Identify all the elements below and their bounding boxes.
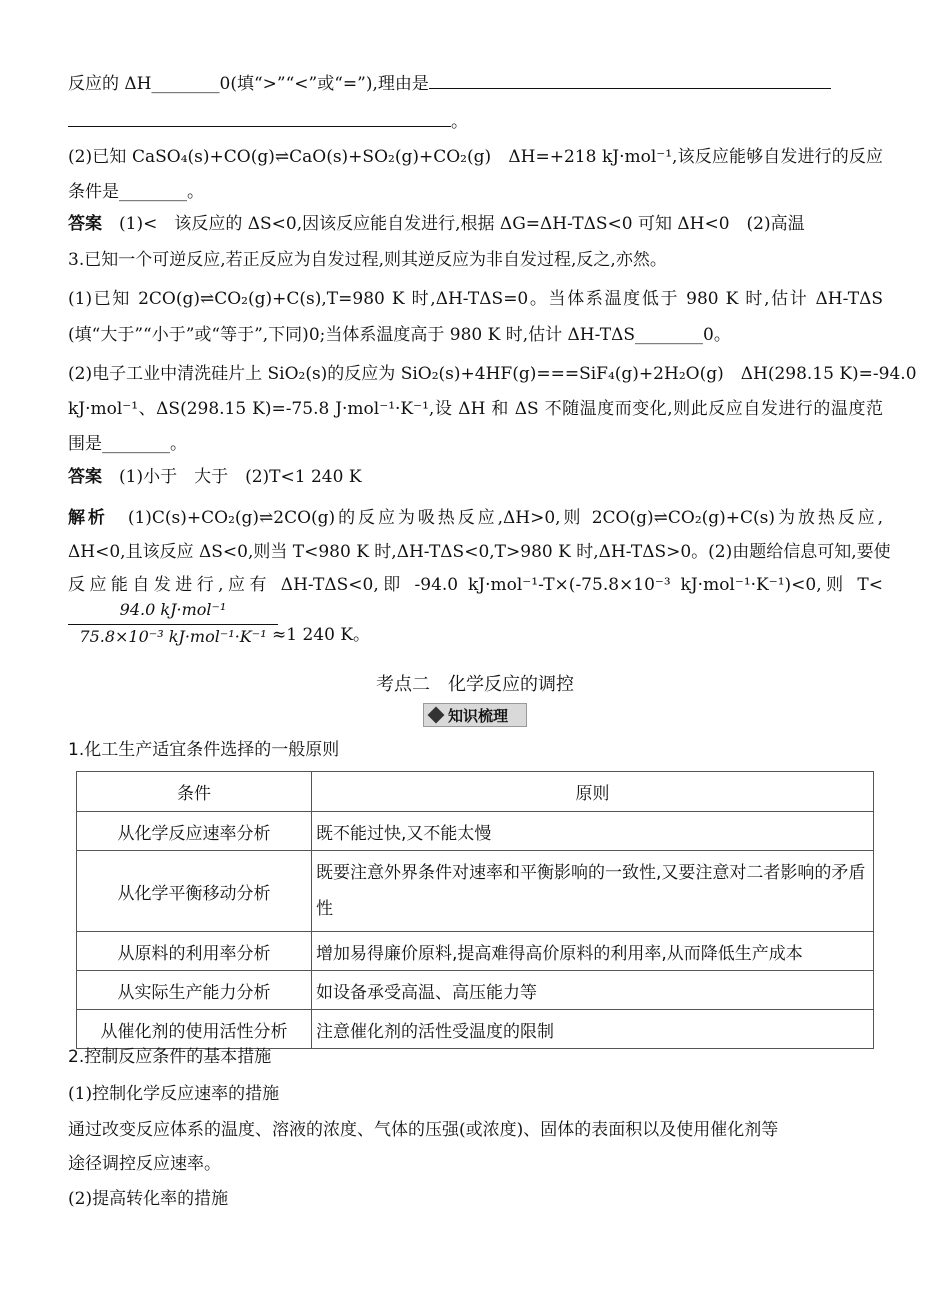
table-cell: 既要注意外界条件对速率和平衡影响的一致性,又要注意对二者影响的矛盾性 — [312, 851, 874, 932]
question-3-2c: 围是________。 — [68, 434, 187, 454]
table-header: 条件 — [77, 772, 312, 812]
paragraph-3: (2)提高转化率的措施 — [68, 1189, 229, 1209]
badge-label: 知识梳理 — [448, 706, 509, 725]
section-title: 考点二 化学反应的调控 — [376, 674, 574, 695]
answer-blank — [429, 70, 831, 89]
answer-1 — [68, 212, 883, 236]
heading-2: 2.控制反应条件的基本措施 — [68, 1047, 272, 1067]
paragraph-2b: 途径调控反应速率。 — [68, 1154, 221, 1174]
table-cell: 既不能过快,又不能太慢 — [312, 812, 874, 851]
fraction-denominator: 75.8×10⁻³ kJ·mol⁻¹·K⁻¹ — [79, 627, 267, 646]
table-cell: 从催化剂的使用活性分析 — [77, 1010, 312, 1049]
answer-label: 答案 — [68, 214, 102, 234]
answer-blank — [68, 108, 451, 127]
table-cell: 从实际生产能力分析 — [77, 971, 312, 1010]
approx-result: ≈1 240 K。 — [272, 625, 371, 645]
question-line-reason — [68, 108, 883, 134]
table-row — [77, 1010, 874, 1049]
paragraph-1: (1)控制化学反应速率的措施 — [68, 1084, 280, 1104]
table-cell: 从化学反应速率分析 — [77, 812, 312, 851]
question-2b: 条件是________。 — [68, 182, 204, 202]
table-header-row — [77, 772, 874, 812]
explanation-text: (1)C(s)+CO₂(g)⇌2CO(g)的反应为吸热反应,ΔH>0,则 2CO(g)⇌CO₂(g)+C(s)为放热反应, — [127, 508, 884, 528]
fraction-bar — [68, 624, 278, 625]
table-header: 原则 — [312, 772, 874, 812]
explanation-label: 解析 — [68, 508, 108, 528]
table-row — [77, 812, 874, 851]
answer-label: 答案 — [68, 467, 102, 487]
question-3-1b: (填“大于”“小于”或“等于”,下同)0;当体系温度高于 980 K 时,估计 ΔH-TΔS________0。 — [68, 325, 731, 345]
explanation-2: ΔH<0,且该反应 ΔS<0,则当 T<980 K 时,ΔH-TΔS<0,T>980 K 时,ΔH-TΔS>0。(2)由题给信息可知,要使 — [68, 542, 891, 562]
knowledge-badge — [423, 703, 527, 727]
paragraph-2a: 通过改变反应体系的温度、溶液的浓度、气体的压强(或浓度)、固体的表面积以及使用催化剂等 — [68, 1120, 779, 1140]
fraction — [68, 600, 278, 646]
question-line-dh — [68, 70, 883, 96]
period: 。 — [451, 112, 468, 132]
diamond-icon — [428, 707, 445, 724]
question-text: 反应的 ΔH________0(填“>”“<”或“=”),理由是 — [68, 74, 429, 94]
answer-2 — [68, 465, 883, 489]
question-3-1a: (1)已知 2CO(g)⇌CO₂(g)+C(s),T=980 K 时,ΔH-TΔS=0。当体系温度低于 980 K 时,估计 ΔH-TΔS — [68, 289, 883, 309]
table-cell: 从原料的利用率分析 — [77, 932, 312, 971]
question-2a: (2)已知 CaSO₄(s)+CO(g)⇌CaO(s)+SO₂(g)+CO₂(g) ΔH=+218 kJ·mol⁻¹,该反应能够自发进行的反应 — [68, 147, 883, 167]
explanation-1 — [68, 506, 883, 530]
question-3-2b: kJ·mol⁻¹、ΔS(298.15 K)=-75.8 J·mol⁻¹·K⁻¹,设 ΔH 和 ΔS 不随温度而变化,则此反应自发进行的温度范 — [68, 399, 883, 419]
table-cell: 如设备承受高温、高压能力等 — [312, 971, 874, 1010]
explanation-3: 反应能自发进行,应有 ΔH-TΔS<0,即 -94.0 kJ·mol⁻¹-T×(-75.8×10⁻³ kJ·mol⁻¹·K⁻¹)<0,则 T< — [68, 575, 883, 595]
table-row — [77, 971, 874, 1010]
question-3: 3.已知一个可逆反应,若正反应为自发过程,则其逆反应为非自发过程,反之,亦然。 — [68, 250, 667, 270]
table-cell: 从化学平衡移动分析 — [77, 851, 312, 932]
table-cell: 注意催化剂的活性受温度的限制 — [312, 1010, 874, 1049]
answer-text: (1)小于 大于 (2)T<1 240 K — [119, 467, 362, 487]
answer-text: (1)< 该反应的 ΔS<0,因该反应能自发进行,根据 ΔG=ΔH-TΔS<0 可知 ΔH<0 (2)高温 — [119, 214, 805, 234]
question-3-2a: (2)电子工业中清洗硅片上 SiO₂(s)的反应为 SiO₂(s)+4HF(g)===SiF₄(g)+2H₂O(g) ΔH(298.15 K)=-94.0 — [68, 364, 917, 384]
table-cell: 增加易得廉价原料,提高难得高价原料的利用率,从而降低生产成本 — [312, 932, 874, 971]
heading-1: 1.化工生产适宜条件选择的一般原则 — [68, 740, 340, 760]
fraction-numerator: 94.0 kJ·mol⁻¹ — [119, 600, 227, 619]
principles-table — [76, 771, 874, 1049]
table-row — [77, 932, 874, 971]
table-row — [77, 851, 874, 932]
